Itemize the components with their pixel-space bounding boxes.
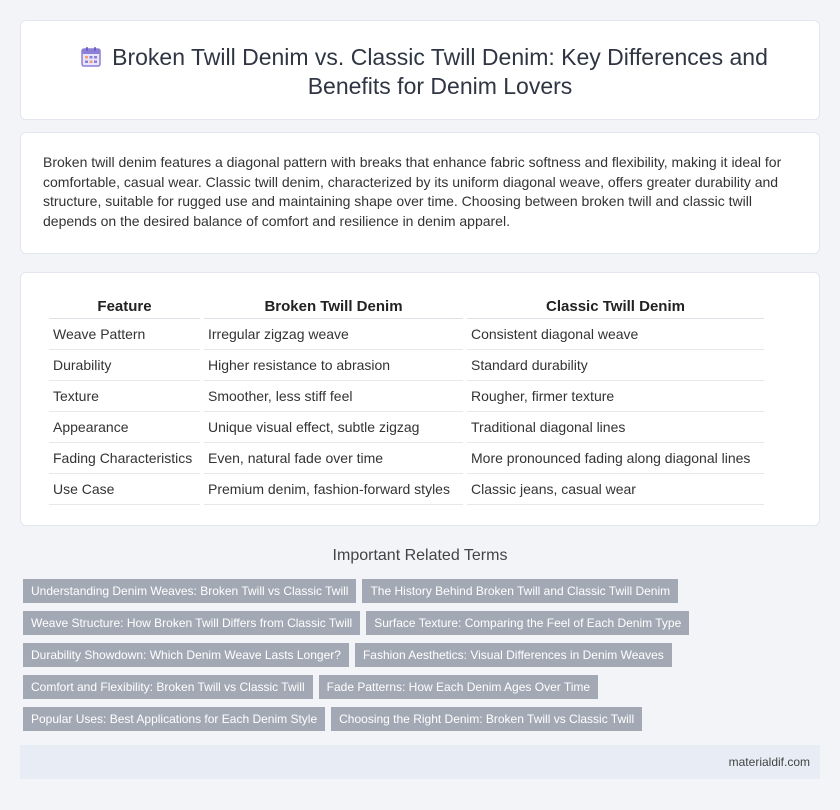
tag-row xyxy=(23,579,813,603)
page-title: Broken Twill Denim vs. Classic Twill Denim: Key Differences and Benefits for Denim Lovers xyxy=(112,44,768,99)
table-cell: Premium denim, fashion-forward styles xyxy=(204,474,463,505)
comparison-table xyxy=(45,295,768,505)
calendar-grid-icon xyxy=(79,45,103,69)
related-term-link[interactable]: Fade Patterns: How Each Denim Ages Over Time xyxy=(319,675,598,699)
related-term-link[interactable]: Choosing the Right Denim: Broken Twill vs Classic Twill xyxy=(331,707,642,731)
table-cell: Fading Characteristics xyxy=(49,443,200,474)
comparison-card xyxy=(20,272,820,526)
footer-site-link[interactable]: materialdif.com xyxy=(728,755,810,769)
related-term-link[interactable]: Comfort and Flexibility: Broken Twill vs Classic Twill xyxy=(23,675,313,699)
table-cell: Unique visual effect, subtle zigzag xyxy=(204,412,463,443)
table-cell: Irregular zigzag weave xyxy=(204,319,463,350)
table-cell: Classic jeans, casual wear xyxy=(467,474,764,505)
column-header: Classic Twill Denim xyxy=(467,295,764,319)
tag-row xyxy=(23,611,813,635)
related-term-link[interactable]: Durability Showdown: Which Denim Weave Lasts Longer? xyxy=(23,643,349,667)
tag-row xyxy=(23,675,813,699)
table-row xyxy=(49,381,764,412)
related-term-link[interactable]: Understanding Denim Weaves: Broken Twill vs Classic Twill xyxy=(23,579,356,603)
column-header: Broken Twill Denim xyxy=(204,295,463,319)
table-row xyxy=(49,474,764,505)
intro-paragraph: Broken twill denim features a diagonal pattern with breaks that enhance fabric softness and flexibility, making it ideal for comfortable, casual wear. Classic twill denim, characterized by its uniform diagonal weave, offers greater durability and structure, suitable for rugged use and maintaining shape over time. Choosing between broken twill and classic twill depends on the desired balance of comfort and resilience in denim apparel. xyxy=(43,154,782,229)
table-cell: Use Case xyxy=(49,474,200,505)
table-cell: Traditional diagonal lines xyxy=(467,412,764,443)
table-cell: Even, natural fade over time xyxy=(204,443,463,474)
related-terms-title: Important Related Terms xyxy=(332,547,508,564)
table-cell: Texture xyxy=(49,381,200,412)
column-header: Feature xyxy=(49,295,200,319)
table-cell: Consistent diagonal weave xyxy=(467,319,764,350)
table-cell: Smoother, less stiff feel xyxy=(204,381,463,412)
table-row xyxy=(49,443,764,474)
table-cell: Standard durability xyxy=(467,350,764,381)
related-term-link[interactable]: Popular Uses: Best Applications for Each Denim Style xyxy=(23,707,325,731)
table-cell: Durability xyxy=(49,350,200,381)
table-cell: Higher resistance to abrasion xyxy=(204,350,463,381)
header-card xyxy=(20,20,820,120)
table-row xyxy=(49,319,764,350)
table-cell: Weave Pattern xyxy=(49,319,200,350)
related-term-link[interactable]: Weave Structure: How Broken Twill Differs from Classic Twill xyxy=(23,611,360,635)
table-header-row xyxy=(49,295,764,319)
footer xyxy=(20,745,820,779)
table-cell: Appearance xyxy=(49,412,200,443)
related-terms-list xyxy=(23,579,813,739)
related-term-link[interactable]: Fashion Aesthetics: Visual Differences in Denim Weaves xyxy=(355,643,672,667)
title-wrap xyxy=(61,43,799,101)
table-cell: More pronounced fading along diagonal lines xyxy=(467,443,764,474)
intro-card xyxy=(20,132,820,254)
table-row xyxy=(49,412,764,443)
related-term-link[interactable]: Surface Texture: Comparing the Feel of Each Denim Type xyxy=(366,611,689,635)
table-cell: Rougher, firmer texture xyxy=(467,381,764,412)
related-term-link[interactable]: The History Behind Broken Twill and Classic Twill Denim xyxy=(362,579,678,603)
tag-row xyxy=(23,643,813,667)
tag-row xyxy=(23,707,813,731)
table-row xyxy=(49,350,764,381)
